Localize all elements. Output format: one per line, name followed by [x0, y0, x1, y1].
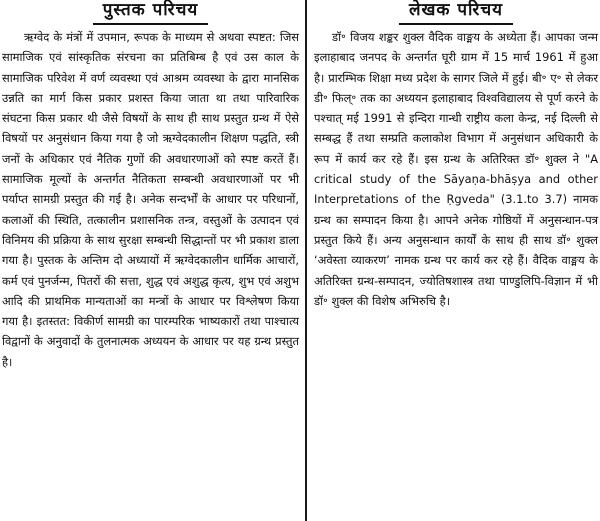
book-introduction-heading: पुस्तक परिचय — [93, 0, 209, 25]
author-introduction-heading: लेखक परिचय — [399, 0, 513, 25]
author-introduction-text: डॉ॰ विजय शङ्कर शुक्ल वैदिक वाङ्मय के अध्येता हैं। आपका जन्म इलाहाबाद जनपद के अन्तर्गत घूरी ग्राम में 15 मार्च 1961 में हुआ है। प्रारम्भिक शिक्षा मध्य प्रदेश के सागर जिले में हुई। बी॰ ए॰ से लेकर डी॰ फिल्॰ तक का अध्ययन इलाहाबाद विश्वविद्यालय से पूर्ण करने के पश्चात् मई 1991 से इन्दिरा गान्धी राष्ट्रीय कला केन्द्र, नई दिल्ली से सम्बद्ध हैं तथा सम्प्रति कलाकोश विभाग में अनुसंधान अधिकारी के रूप में कार्य कर रहे हैं। इस ग्रन्थ के अतिरिक्त डॉ॰ शुक्ल ने "A critical study of the Sāyaṇa-bhāṣya and other Interpretations of the Ṛgveda" (3.1.to 3.7) नामक ग्रन्थ का सम्पादन किया है। आपने अनेक गोष्ठियों में अनुसन्धान-पत्र प्रस्तुत किये हैं। अन्य अनुसन्धान कार्यों के साथ ही साथ डॉ॰ शुक्ल ‘अवेस्ता व्याकरण’ नामक ग्रन्थ पर कार्य कर रहे हैं। वैदिक वाङ्मय के अतिरिक्त ग्रन्थ-सम्पादन, ज्योतिषशास्त्र तथा पाण्डुलिपि-विज्ञान में भी डॉ॰ शुक्ल की विशेष अभिरुचि है। — [314, 30, 598, 308]
column-divider — [305, 0, 307, 521]
author-introduction-column — [310, 0, 600, 521]
book-introduction-text: ऋग्वेद के मंत्रों में उपमान, रूपक के माध्यम से अथवा स्पष्टत: जिस सामाजिक एवं सांस्कृतिक संरचना का प्रतिबिम्ब है एवं उस काल के सामाजिक परिवेश में वर्ण व्यवस्था एवं आश्रम व्यवस्था के द्वारा मानसिक उन्नति का मार्ग किस प्रकार प्रशस्त किया जाता था तथा पारिवारिक संघटना किस प्रकार थी जैसे विषयों के साथ ही साथ प्रस्तुत ग्रन्थ में ऐसे विषयों पर अनुसंधान किया गया है जो ऋग्वेदकालीन शिक्षण पद्धति, स्त्री जनों के अधिकार एवं नैतिक गुणों की अवधारणाओं को स्पष्ट करतें हैं। सामाजिक मूल्यों के अन्तर्गत नैतिकता सम्बन्धी अवधारणाओं पर भी पर्याप्त सामग्री प्रस्तुत की गई है। अनेक सन्दर्भों के आधार पर परिधानों, कलाओं की स्थिति, तत्कालीन प्रशासनिक तन्त्र, वस्तुओं के उत्पादन एवं विनिमय की प्रक्रिया के साथ सुरक्षा सम्बन्धी सिद्धान्तों पर भी प्रकाश डाला गया है। पुस्तक के अन्तिम दो अध्यायों में ऋग्वेदकालीन धार्मिक आचारों, कर्म एवं पुनर्जन्म, पितरों की सत्ता, शुद्ध एवं अशुद्ध कृत्य, शुभ एवं अशुभ आदि की प्राथमिक मान्यताओं का मन्त्रों के आधार पर विश्लेषण किया गया है। इतस्तत: विकीर्ण सामग्री का पारम्परिक भाष्यकारों तथा पाश्चात्य विद्वानों के अनुवादों के तुलनात्मक अध्ययन के आधार पर यह ग्रन्थ प्रस्तुत है। — [2, 30, 299, 369]
